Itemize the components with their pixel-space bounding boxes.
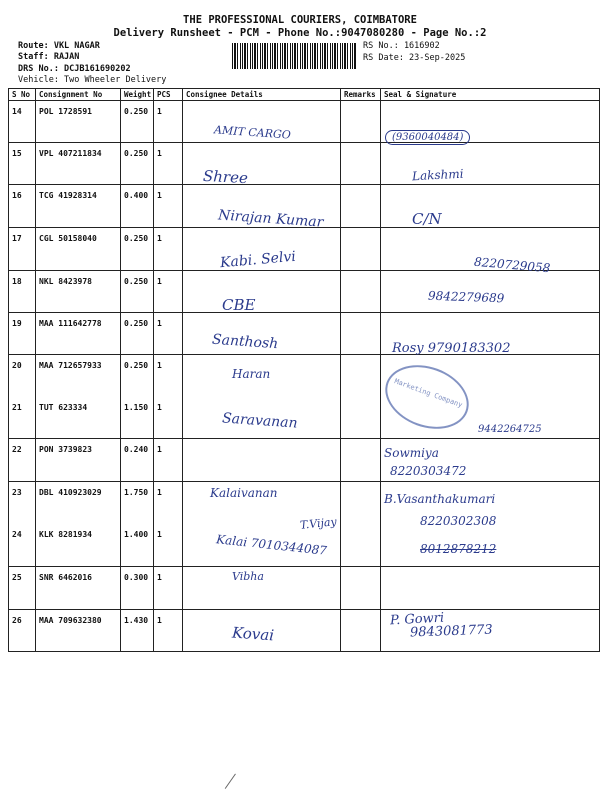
cell-sno: 24 bbox=[9, 524, 36, 567]
cell-consignment: KLK 8281934 bbox=[36, 524, 121, 567]
col-consignee: Consignee Details bbox=[183, 89, 341, 101]
cell-pcs: 1 bbox=[154, 610, 183, 652]
cell-weight: 1.150 bbox=[121, 397, 154, 439]
cell-pcs: 1 bbox=[154, 567, 183, 610]
barcode bbox=[232, 43, 357, 69]
cell-sno: 17 bbox=[9, 228, 36, 271]
cell-consignment: TCG 41928314 bbox=[36, 185, 121, 228]
cell-pcs: 1 bbox=[154, 313, 183, 355]
table-row bbox=[9, 610, 600, 652]
handwriting-consignee: Kovai bbox=[231, 623, 275, 645]
rs-number: RS No.: 1616902 bbox=[363, 41, 440, 51]
table-row bbox=[9, 439, 600, 482]
cell-consignment: MAA 712657933 bbox=[36, 355, 121, 397]
cell-weight: 0.300 bbox=[121, 567, 154, 610]
cell-consignment: VPL 407211834 bbox=[36, 143, 121, 185]
handwriting-consignee: Vibha bbox=[232, 570, 264, 583]
route-label: Route: VKL NAGAR bbox=[18, 41, 100, 51]
table-row bbox=[9, 567, 600, 610]
handwriting-consignee: Haran bbox=[232, 367, 271, 381]
col-consignment: Consignment No bbox=[36, 89, 121, 101]
handwriting-consignee: Santhosh bbox=[211, 331, 279, 353]
cell-pcs: 1 bbox=[154, 439, 183, 482]
cell-weight: 0.250 bbox=[121, 355, 154, 397]
handwriting-signature: P. Gowri bbox=[389, 610, 445, 629]
handwriting-signature: 9442264725 bbox=[478, 424, 542, 435]
cell-consignment: PON 3739823 bbox=[36, 439, 121, 482]
handwriting-signature: B.Vasanthakumari bbox=[384, 492, 496, 506]
cell-pcs: 1 bbox=[154, 355, 183, 397]
handwriting-signature: 8220303472 bbox=[390, 464, 467, 478]
handwriting-consignee: Saravanan bbox=[221, 410, 299, 432]
cell-pcs: 1 bbox=[154, 143, 183, 185]
col-signature: Seal & Signature bbox=[381, 89, 600, 101]
cell-consignment: DBL 410923029 bbox=[36, 482, 121, 524]
cell-consignment: CGL 50158040 bbox=[36, 228, 121, 271]
cell-consignment: SNR 6462016 bbox=[36, 567, 121, 610]
vehicle-label: Vehicle: Two Wheeler Delivery bbox=[18, 75, 167, 85]
cell-sno: 19 bbox=[9, 313, 36, 355]
cell-weight: 0.250 bbox=[121, 271, 154, 313]
table-row bbox=[9, 482, 600, 524]
cell-pcs: 1 bbox=[154, 228, 183, 271]
col-remarks: Remarks bbox=[341, 89, 381, 101]
table-row bbox=[9, 143, 600, 185]
cell-consignment: NKL 8423978 bbox=[36, 271, 121, 313]
handwriting-signature: 9842279689 bbox=[427, 288, 505, 306]
cell-weight: 1.750 bbox=[121, 482, 154, 524]
cell-sno: 18 bbox=[9, 271, 36, 313]
handwriting-signature: 8220302308 bbox=[420, 514, 497, 528]
table-row bbox=[9, 271, 600, 313]
handwriting-signature: C/N bbox=[412, 210, 442, 228]
table-row bbox=[9, 355, 600, 397]
handwriting-consignee: Shree bbox=[202, 166, 249, 188]
col-pcs: PCS bbox=[154, 89, 183, 101]
pen-mark bbox=[225, 774, 253, 800]
col-weight: Weight bbox=[121, 89, 154, 101]
cell-pcs: 1 bbox=[154, 524, 183, 567]
table-row bbox=[9, 313, 600, 355]
cell-consignment: POL 1728591 bbox=[36, 101, 121, 143]
cell-pcs: 1 bbox=[154, 397, 183, 439]
cell-weight: 0.250 bbox=[121, 313, 154, 355]
company-stamp: Marketing Company bbox=[376, 354, 477, 440]
handwriting-signature: 8012878212 bbox=[420, 542, 497, 556]
handwriting-consignee: Kalai 7010344087 bbox=[215, 532, 328, 558]
table-header-row bbox=[9, 89, 600, 101]
cell-sno: 15 bbox=[9, 143, 36, 185]
cell-sno: 20 bbox=[9, 355, 36, 397]
cell-weight: 0.240 bbox=[121, 439, 154, 482]
company-title: THE PROFESSIONAL COURIERS, COIMBATORE bbox=[183, 14, 417, 26]
cell-sno: 23 bbox=[9, 482, 36, 524]
cell-pcs: 1 bbox=[154, 101, 183, 143]
cell-weight: 0.400 bbox=[121, 185, 154, 228]
cell-pcs: 1 bbox=[154, 185, 183, 228]
staff-label: Staff: RAJAN bbox=[18, 52, 80, 62]
cell-pcs: 1 bbox=[154, 271, 183, 313]
runsheet-subtitle: Delivery Runsheet - PCM - Phone No.:9047080280 - Page No.:2 bbox=[113, 27, 487, 39]
cell-sno: 21 bbox=[9, 397, 36, 439]
handwriting-consignee: T.Vijay bbox=[299, 515, 338, 532]
handwriting-consignee: CBE bbox=[222, 296, 256, 314]
cell-weight: 0.250 bbox=[121, 143, 154, 185]
cell-weight: 0.250 bbox=[121, 101, 154, 143]
cell-weight: 1.430 bbox=[121, 610, 154, 652]
cell-consignment: TUT 623334 bbox=[36, 397, 121, 439]
cell-weight: 0.250 bbox=[121, 228, 154, 271]
drs-number: DRS No.: DCJB161690202 bbox=[18, 64, 131, 74]
handwriting-signature: Sowmiya bbox=[384, 446, 439, 460]
rs-date: RS Date: 23-Sep-2025 bbox=[363, 53, 466, 63]
handwriting-signature: Lakshmi bbox=[411, 166, 464, 184]
runsheet-table bbox=[8, 88, 600, 652]
handwriting-signature: (9360040484) bbox=[385, 130, 470, 145]
cell-pcs: 1 bbox=[154, 482, 183, 524]
cell-sno: 26 bbox=[9, 610, 36, 652]
cell-sno: 14 bbox=[9, 101, 36, 143]
cell-weight: 1.400 bbox=[121, 524, 154, 567]
handwriting-consignee: AMIT CARGO bbox=[213, 123, 292, 142]
cell-sno: 16 bbox=[9, 185, 36, 228]
col-sno: S No bbox=[9, 89, 36, 101]
cell-consignment: MAA 111642778 bbox=[36, 313, 121, 355]
handwriting-signature: 9843081773 bbox=[409, 622, 493, 641]
handwriting-consignee: Kabi. Selvi bbox=[219, 248, 297, 272]
cell-sno: 25 bbox=[9, 567, 36, 610]
handwriting-signature: 8220729058 bbox=[473, 254, 551, 276]
table-row bbox=[9, 101, 600, 143]
handwriting-signature: Rosy 9790183302 bbox=[392, 341, 511, 356]
handwriting-consignee: Nirajan Kumar bbox=[217, 207, 324, 231]
cell-consignment: MAA 709632380 bbox=[36, 610, 121, 652]
cell-sno: 22 bbox=[9, 439, 36, 482]
handwriting-consignee: Kalaivanan bbox=[210, 486, 278, 500]
